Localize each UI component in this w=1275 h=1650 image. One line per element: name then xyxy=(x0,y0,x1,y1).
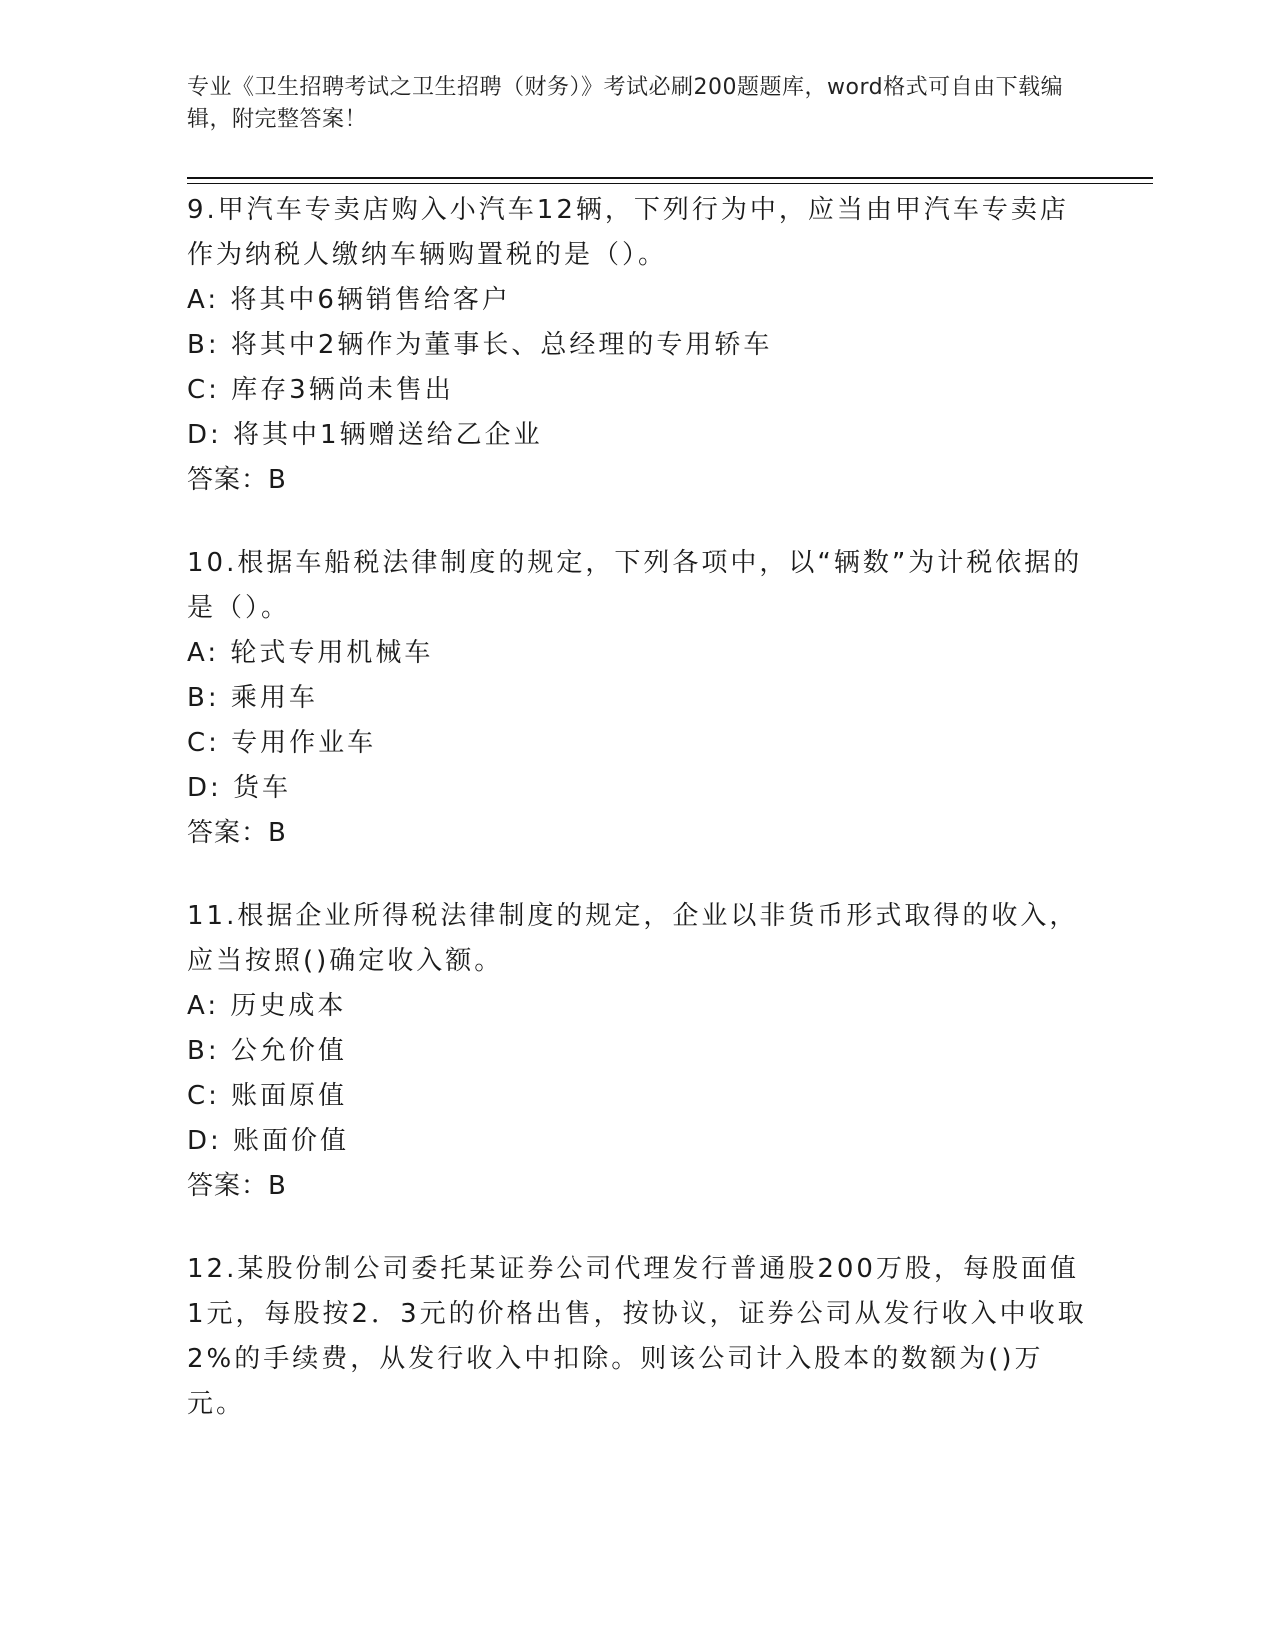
header-divider-thick xyxy=(187,177,1153,179)
option-d: D: 账面价值 xyxy=(187,1126,350,1156)
question-text: 12.某股份制公司委托某证券公司代理发行普通股200万股，每股面值1元，每股按2．3元的价格出售，按协议，证券公司从发行收入中收取2%的手续费，从发行收入中扣除。则该公司计入股本的数额为()万元。 xyxy=(187,1254,1087,1419)
option-d: D: 货车 xyxy=(187,773,292,803)
answer: 答案：B xyxy=(187,465,287,495)
question-11 xyxy=(187,894,1087,1209)
page-header xyxy=(187,72,1067,136)
question-text: 10.根据车船税法律制度的规定，下列各项中，以“辆数”为计税依据的是（）。 xyxy=(187,548,1083,623)
option-b: B: 公允价值 xyxy=(187,1036,347,1066)
option-c: C: 账面原值 xyxy=(187,1081,348,1111)
option-b: B: 将其中2辆作为董事长、总经理的专用轿车 xyxy=(187,330,773,360)
answer: 答案：B xyxy=(187,818,287,848)
question-9 xyxy=(187,188,1087,503)
answer: 答案：B xyxy=(187,1171,287,1201)
question-10 xyxy=(187,541,1087,856)
question-12 xyxy=(187,1247,1087,1427)
question-text: 11.根据企业所得税法律制度的规定，企业以非货币形式取得的收入，应当按照()确定收入额。 xyxy=(187,901,1079,976)
option-d: D: 将其中1辆赠送给乙企业 xyxy=(187,420,543,450)
option-c: C: 库存3辆尚未售出 xyxy=(187,375,454,405)
option-a: A: 轮式专用机械车 xyxy=(187,638,434,668)
option-a: A: 将其中6辆销售给客户 xyxy=(187,285,511,315)
question-text: 9.甲汽车专卖店购入小汽车12辆，下列行为中，应当由甲汽车专卖店作为纳税人缴纳车辆购置税的是（）。 xyxy=(187,195,1069,270)
option-c: C: 专用作业车 xyxy=(187,728,377,758)
question-list xyxy=(187,188,1087,1465)
option-a: A: 历史成本 xyxy=(187,991,347,1021)
header-divider-thin xyxy=(187,183,1153,184)
header-text: 专业《卫生招聘考试之卫生招聘（财务）》考试必刷200题题库，word格式可自由下载编辑，附完整答案！ xyxy=(187,75,1064,132)
option-b: B: 乘用车 xyxy=(187,683,318,713)
